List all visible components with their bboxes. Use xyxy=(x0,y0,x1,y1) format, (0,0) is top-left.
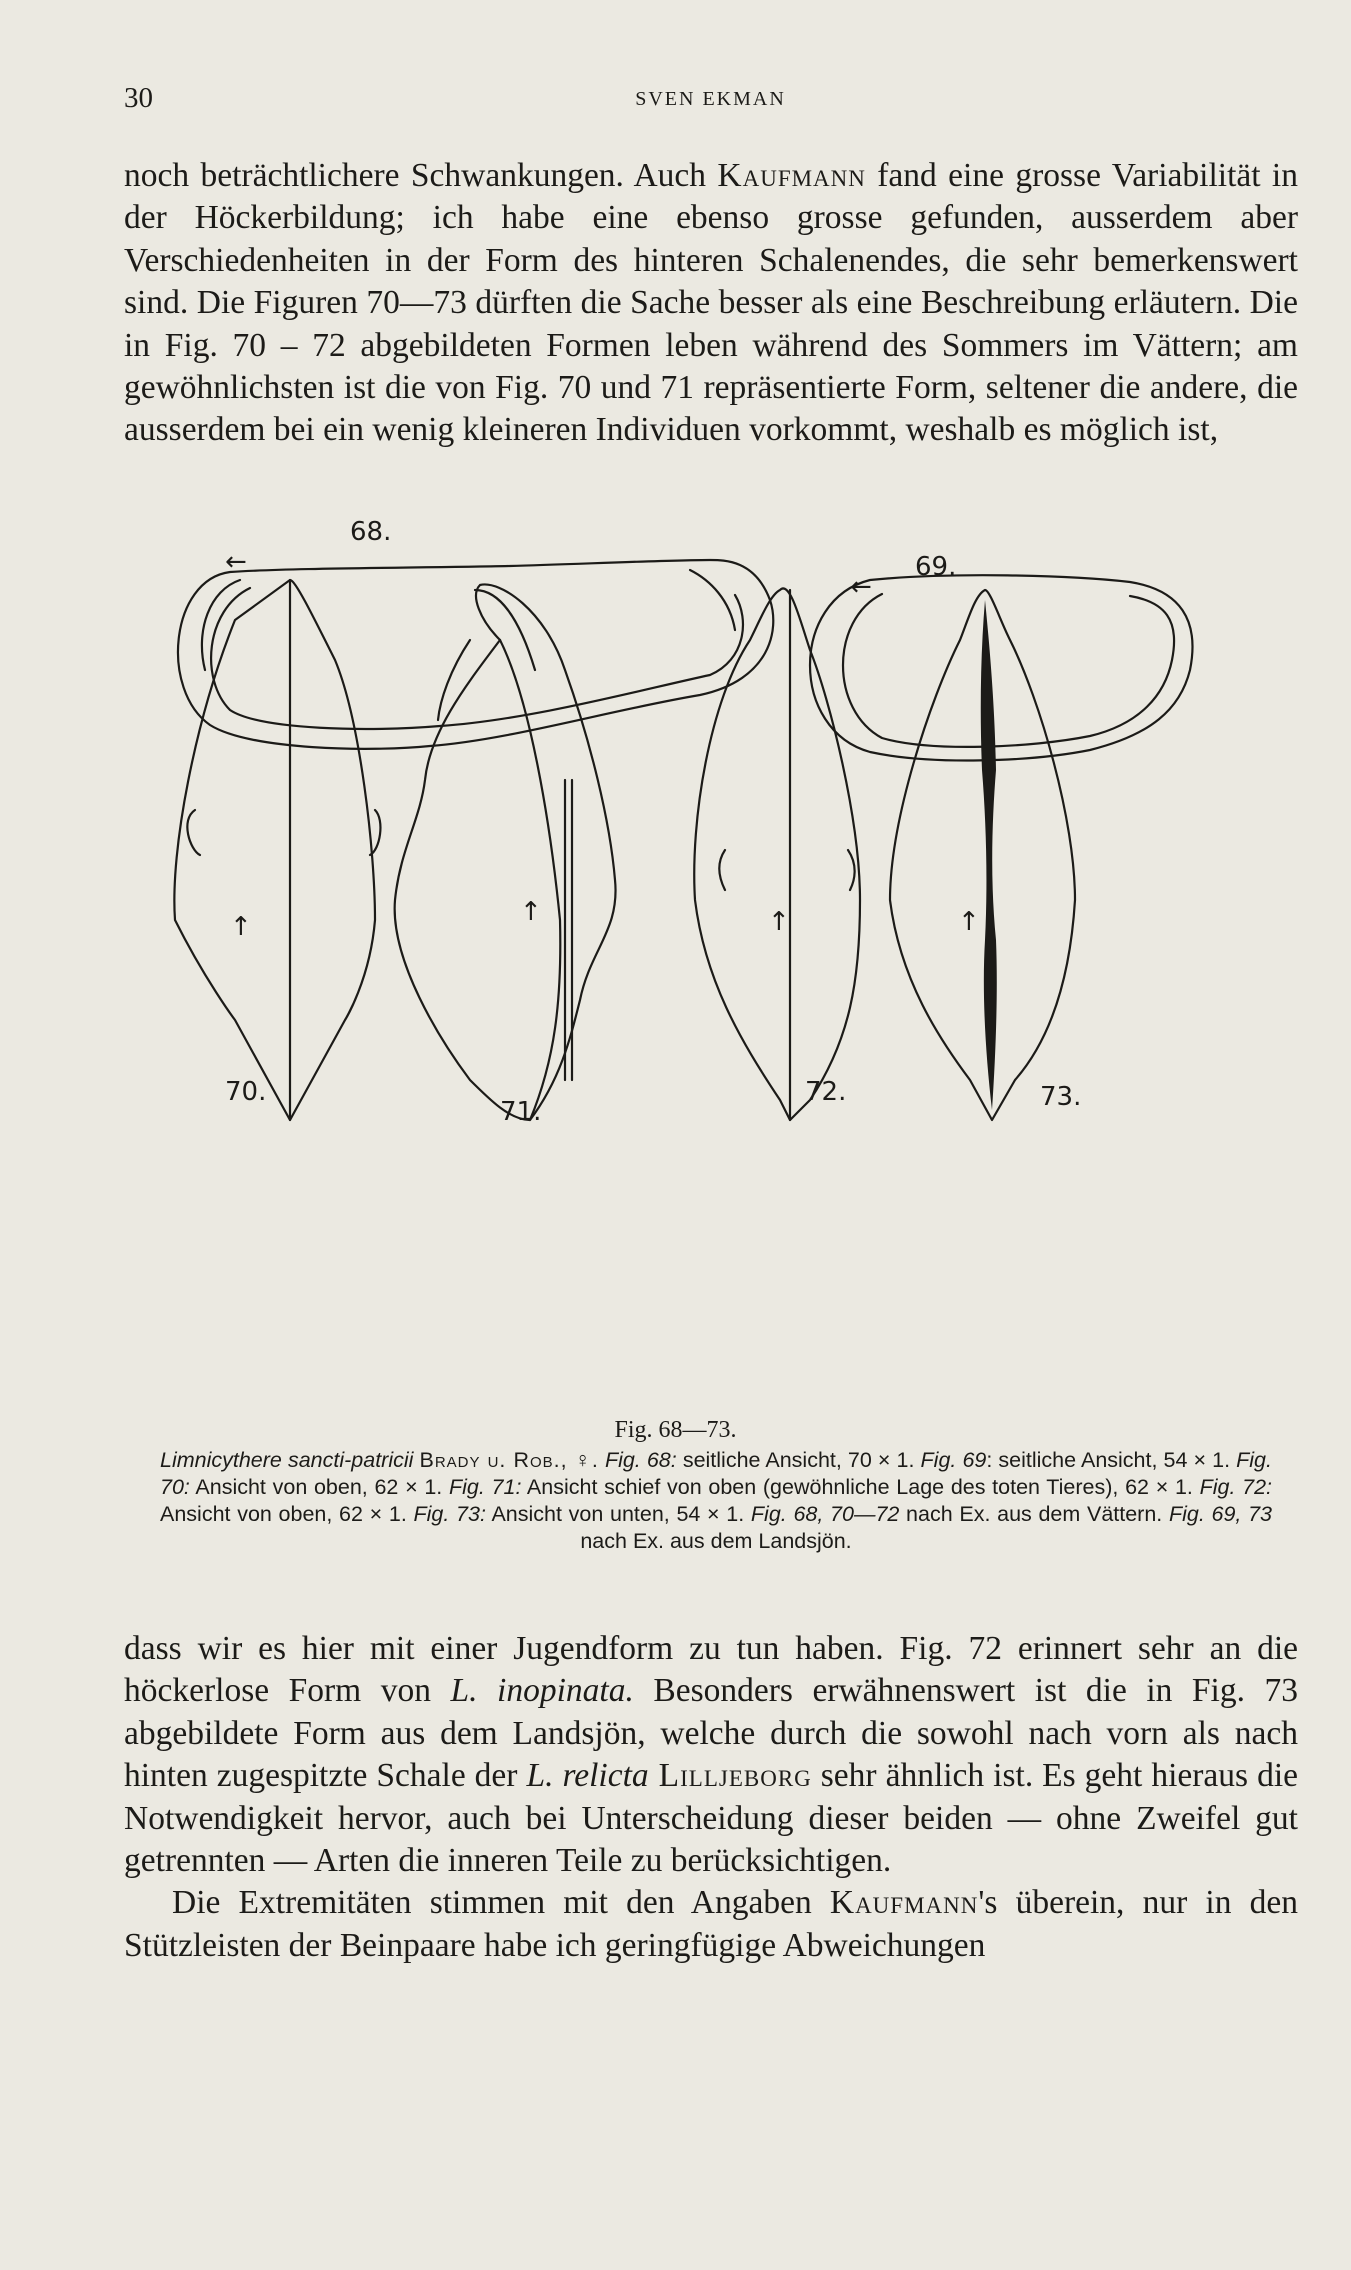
fig-68-drawing xyxy=(178,560,773,749)
fig-73-fill xyxy=(981,600,997,1110)
figure-68-73 xyxy=(170,520,1290,1390)
text-run: dass wir es hier mit einer Jugendform zu tun haben. Fig. 72 erinnert sehr an die höckerlose Form von xyxy=(124,1630,1298,1710)
arrow-up-icon: ↑ xyxy=(768,907,790,937)
arrow-up-icon: ↑ xyxy=(958,907,980,937)
caption-text: : seitliche Ansicht, 54 × 1. xyxy=(986,1448,1237,1472)
caption-text: seitliche Ansicht, 70 × 1. xyxy=(676,1448,921,1472)
paragraph-bottom xyxy=(124,1628,1298,1967)
figure-caption xyxy=(160,1447,1272,1555)
running-head: SVEN EKMAN xyxy=(635,88,786,110)
caption-text: nach Ex. aus dem Vättern. xyxy=(899,1502,1169,1526)
fig-70-drawing xyxy=(174,580,380,1120)
page-header xyxy=(124,82,1297,122)
text-run: fand eine grosse Variabilität in der Höckerbildung; ich habe eine ebenso grosse gefunden, ausserdem aber Verschiedenheiten in der Form des hinteren Schalenendes, die sehr bemerkenswert sind. Die Figuren 70—73 dürften die Sache besser als eine Beschreibung erläutern. Die in Fig. 70 – 72 abgebildeten Formen leben während des Sommers im Vättern; am gewöhnlichsten ist die von Fig. 70 und 71 repräsentierte Form, seltener die andere, die ausserdem bei ein wenig kleineren Individuen vorkommt, weshalb es möglich ist, xyxy=(124,157,1298,449)
species-ref: L. inopinata. xyxy=(450,1672,634,1710)
caption-text: Ansicht von oben, 62 × 1. xyxy=(189,1475,449,1499)
fig-ref: Fig. 69 xyxy=(920,1448,987,1472)
species-ref: L. relicta xyxy=(526,1757,649,1795)
caption-text: nach Ex. aus dem Landsjön. xyxy=(580,1529,852,1553)
fig-72-label: 72. xyxy=(805,1077,847,1107)
arrow-up-icon: ↑ xyxy=(230,912,252,942)
author-name: Kaufmann xyxy=(717,157,866,194)
fig-69-label: 69. xyxy=(915,552,957,582)
text-run: noch beträchtlichere Schwankungen. Auch xyxy=(124,157,718,194)
author-name: Lilljeborg xyxy=(648,1757,812,1795)
author-name: Kaufmann xyxy=(829,1884,979,1922)
fig-71-drawing xyxy=(395,584,616,1120)
fig-ref: Fig. 73: xyxy=(413,1502,486,1526)
fig-ref: Fig. 69, 73 xyxy=(1168,1502,1272,1526)
arrow-left-icon: ← xyxy=(225,547,247,577)
fig-ref: Fig. 68, 70—72 xyxy=(750,1502,900,1526)
caption-text: Ansicht von unten, 54 × 1. xyxy=(485,1502,751,1526)
text-run: sehr ähnlich ist. Es geht hieraus die Notwendigkeit hervor, auch bei Unterscheidung dieser beiden — ohne Zweifel gut getrennten — Arten die inneren Teile zu berücksichtigen. xyxy=(124,1757,1298,1880)
fig-71-label: 71. xyxy=(500,1097,542,1127)
caption-text: Ansicht schief von oben (gewöhnliche Lage des toten Tieres), 62 × 1. xyxy=(521,1475,1200,1499)
caption-text: Ansicht von oben, 62 × 1. xyxy=(160,1502,414,1526)
fig-ref: Fig. 72: xyxy=(1199,1475,1273,1499)
paragraph-top xyxy=(124,155,1298,452)
fig-73-label: 73. xyxy=(1040,1082,1082,1112)
text-run: Besonders erwähnenswert ist die in Fig. 73 abgebildete Form aus dem Landsjön, welche durch die sowohl nach vorn als nach hinten zugespitzte Schale der xyxy=(124,1672,1298,1795)
figure-caption-title: Fig. 68—73. xyxy=(614,1417,737,1443)
text-run: 's überein, nur in den Stützleisten der Beinpaare habe ich geringfügige Abweichungen xyxy=(124,1884,1298,1964)
fig-69-drawing xyxy=(810,575,1193,760)
figure-drawings xyxy=(170,520,1290,1390)
fig-70-label: 70. xyxy=(225,1077,267,1107)
arrow-left-icon: ← xyxy=(850,572,872,602)
fig-ref: Fig. 68: xyxy=(604,1448,677,1472)
text-run: Die Extremitäten stimmen mit den Angaben xyxy=(172,1884,830,1922)
species-name: Limnicythere sancti-patricii xyxy=(160,1448,414,1472)
fig-72-drawing xyxy=(694,588,860,1120)
fig-68-label: 68. xyxy=(350,520,392,547)
fig-ref: Fig. 70: xyxy=(160,1448,1272,1499)
page-number: 30 xyxy=(124,82,153,114)
fig-ref: Fig. 71: xyxy=(448,1475,522,1499)
species-author: Brady u. Rob., ♀. xyxy=(419,1448,599,1472)
arrow-up-icon: ↑ xyxy=(520,897,542,927)
